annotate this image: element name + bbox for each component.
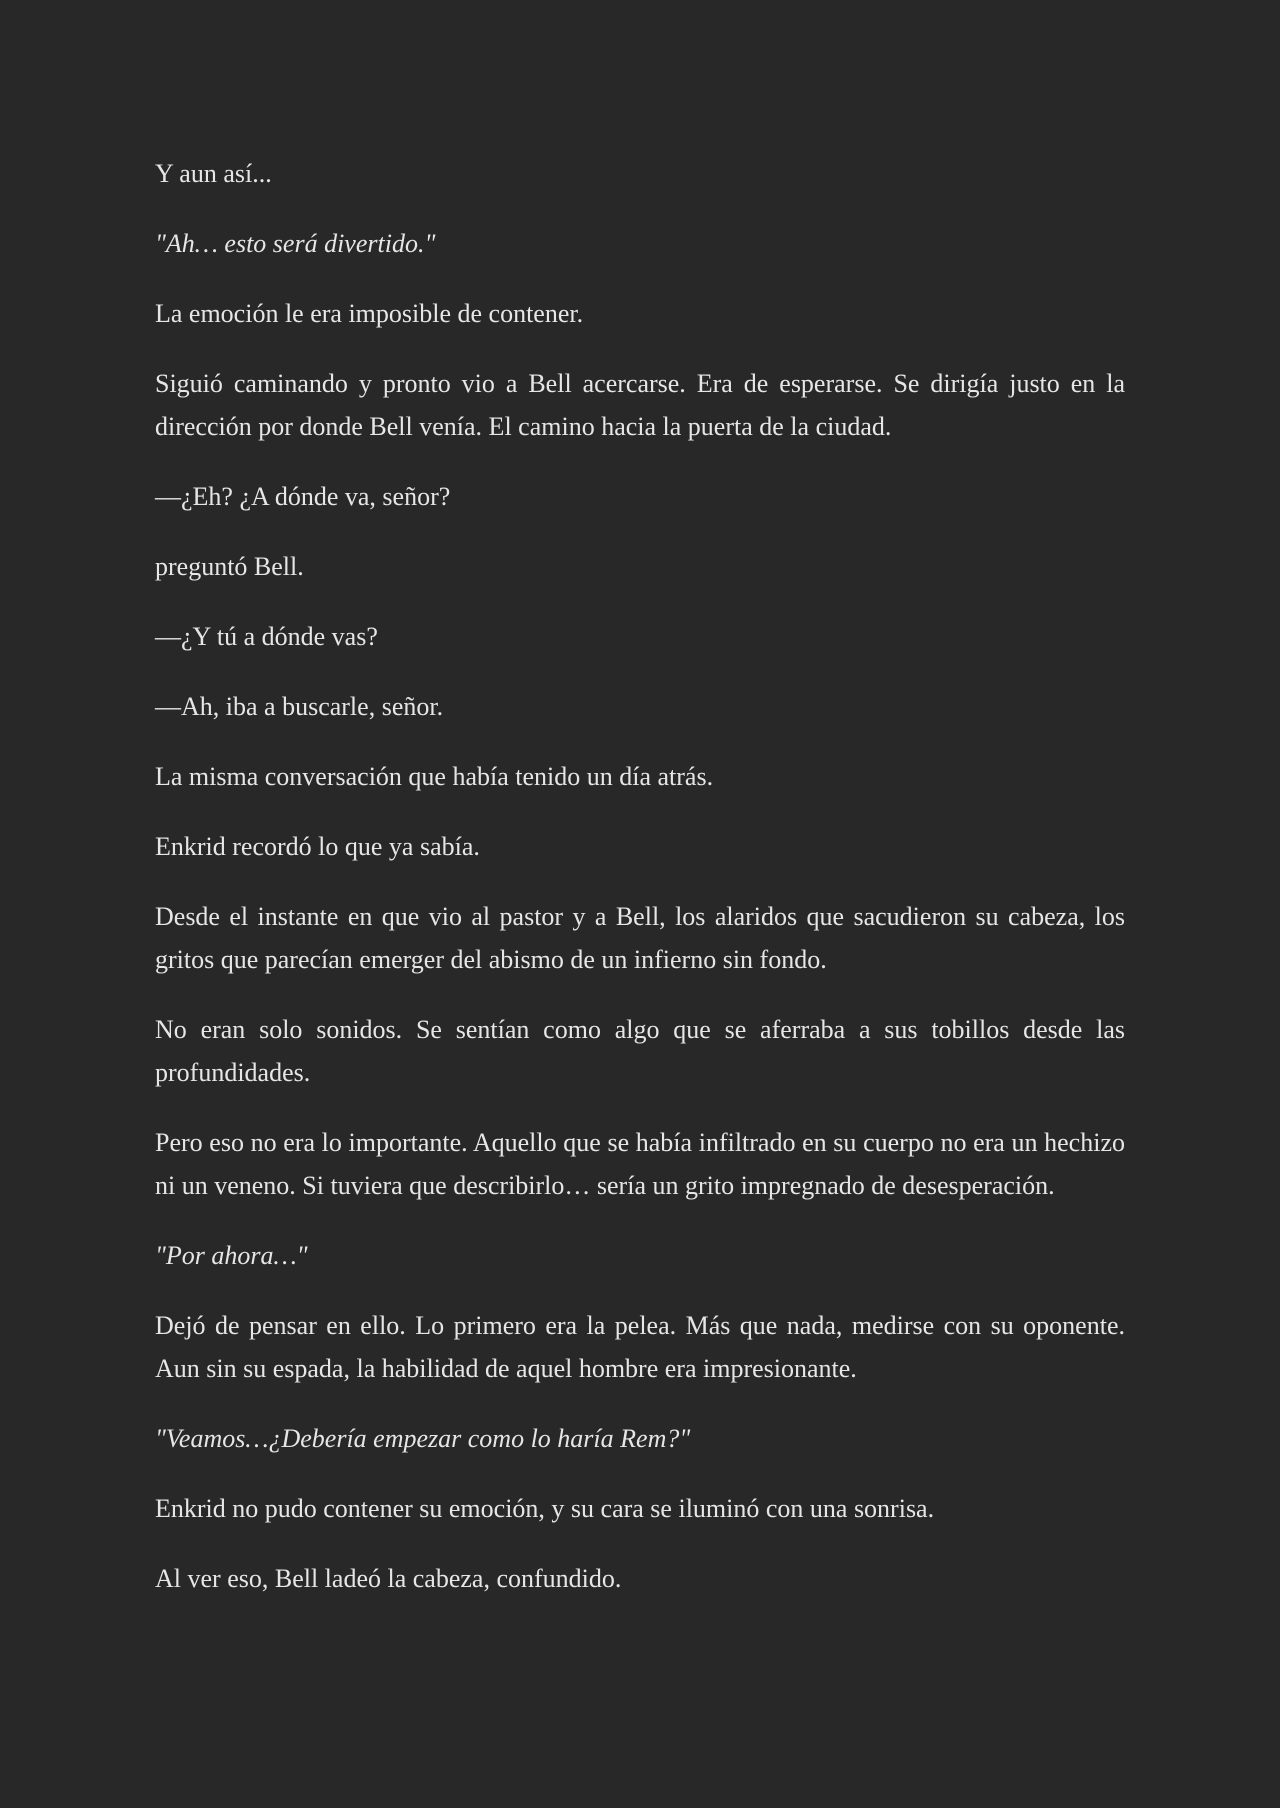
paragraph: No eran solo sonidos. Se sentían como algo que se aferraba a sus tobillos desde las profundidades. — [155, 1015, 1125, 1087]
paragraph: preguntó Bell. — [155, 552, 304, 581]
reader-page — [155, 152, 1125, 1627]
paragraph-thought: "Veamos…¿Debería empezar como lo haría Rem?" — [155, 1424, 691, 1453]
paragraph: La emoción le era imposible de contener. — [155, 299, 584, 328]
paragraph-thought: "Por ahora…" — [155, 1241, 308, 1270]
paragraph: Enkrid recordó lo que ya sabía. — [155, 832, 480, 861]
paragraph: Desde el instante en que vio al pastor y a Bell, los alaridos que sacudieron su cabeza, los gritos que parecían emerger del abismo de un infierno sin fondo. — [155, 902, 1125, 974]
paragraph: Enkrid no pudo contener su emoción, y su cara se iluminó con una sonrisa. — [155, 1494, 935, 1523]
paragraph: Y aun así... — [155, 159, 272, 188]
paragraph-dialogue: —Ah, iba a buscarle, señor. — [155, 692, 444, 721]
paragraph-thought: "Ah… esto será divertido." — [155, 229, 436, 258]
paragraph-dialogue: —¿Eh? ¿A dónde va, señor? — [155, 482, 451, 511]
paragraph: Siguió caminando y pronto vio a Bell acercarse. Era de esperarse. Se dirigía justo en la dirección por donde Bell venía. El camino hacia la puerta de la ciudad. — [155, 369, 1125, 441]
paragraph: Dejó de pensar en ello. Lo primero era la pelea. Más que nada, medirse con su oponente. Aun sin su espada, la habilidad de aquel hombre era impresionante. — [155, 1311, 1125, 1383]
paragraph-dialogue: —¿Y tú a dónde vas? — [155, 622, 378, 651]
paragraph: Pero eso no era lo importante. Aquello que se había infiltrado en su cuerpo no era un hechizo ni un veneno. Si tuviera que describirlo… sería un grito impregnado de desesperación. — [155, 1128, 1125, 1200]
paragraph: La misma conversación que había tenido un día atrás. — [155, 762, 714, 791]
paragraph: Al ver eso, Bell ladeó la cabeza, confundido. — [155, 1564, 622, 1593]
